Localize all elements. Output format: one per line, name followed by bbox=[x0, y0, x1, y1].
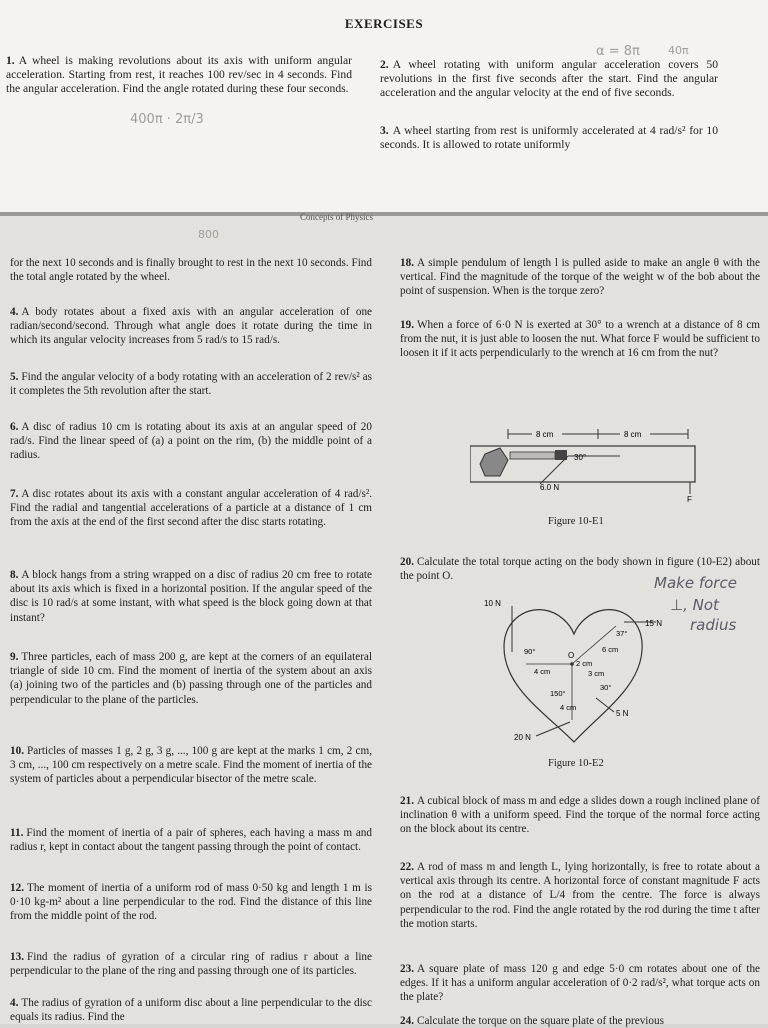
angle-150: 150° bbox=[550, 689, 566, 698]
question bbox=[10, 650, 372, 707]
question-number: 20. bbox=[400, 556, 414, 568]
question-text: Particles of masses 1 g, 2 g, 3 g, ..., 100 g are kept at the marks 1 cm, 2 cm, 3 cm, ..., 100 cm respectively on a metre scale. Find the moment of inertia of the system of particles about a perpendicular bisector of the metre scale. bbox=[10, 745, 372, 786]
dim-label-2: 8 cm bbox=[624, 430, 642, 439]
question-number: 22. bbox=[400, 861, 414, 873]
dim-6cm-label: 6 cm bbox=[602, 645, 619, 654]
angle-30: 30° bbox=[600, 683, 612, 692]
handwritten-note-6: ⊥, Not bbox=[670, 596, 719, 614]
question-number: 13. bbox=[10, 951, 24, 963]
question-text: Three particles, each of mass 200 g, are kept at the corners of an equilateral triangle of side 10 cm. Find the moment of inertia of the system about an axis (a) joining two of the particles and (b) passing through one of the particles and perpendicular to the plane of the particles. bbox=[10, 651, 372, 706]
question bbox=[10, 996, 372, 1024]
question-number: 4. bbox=[10, 306, 19, 318]
question-number: 4. bbox=[10, 997, 19, 1009]
question bbox=[400, 256, 760, 299]
exercise-1: 1. A wheel is making revolutions about its axis with uniform angular acceleration. Starting from rest, it reaches 100 rev/sec in 4 seconds. Find the angular acceleration. Find the angle rotated during these four seconds. bbox=[6, 54, 352, 96]
question-text: Find the radius of gyration of a circular ring of radius r about a line perpendicular to the plane of the ring and passing through one of its particles. bbox=[10, 951, 372, 978]
question-text: When a force of 6·0 N is exerted at 30° to a wrench at a distance of 8 cm from the nut, it is just able to loosen the nut. What force F would be sufficient to loosen it if it acts perpendicularly to the wrench at 16 cm from the nut? bbox=[400, 319, 760, 360]
question bbox=[10, 568, 372, 625]
question-number: 8. bbox=[10, 569, 19, 581]
question bbox=[10, 256, 372, 284]
figure-10-e2-caption: Figure 10-E2 bbox=[548, 758, 604, 769]
question bbox=[10, 881, 372, 924]
handwritten-note-1: 400π · 2π/3 bbox=[130, 112, 204, 127]
handwritten-note-4: 800 bbox=[198, 228, 219, 241]
question bbox=[400, 860, 760, 931]
question bbox=[10, 487, 372, 530]
question-text: A disc rotates about its axis with a constant angular acceleration of 4 rad/s². Find the radial and tangential accelerations of a particle at a distance of 1 cm from the axis at the end of the first second after the disc starts rotating. bbox=[10, 488, 372, 529]
angle-37: 37° bbox=[616, 629, 628, 638]
handwritten-note-5: Make force bbox=[654, 574, 737, 592]
question bbox=[10, 826, 372, 854]
figure-10-e1 bbox=[470, 424, 700, 514]
page-divider bbox=[0, 212, 768, 216]
question-text: Calculate the torque on the square plate of the previous bbox=[416, 1015, 664, 1027]
question-text: Find the angular velocity of a body rotating with an acceleration of 2 rev/s² as it completes the 5th revolution after the start. bbox=[10, 371, 372, 398]
question bbox=[10, 950, 372, 978]
point-o-label: O bbox=[568, 651, 575, 660]
handwritten-note-3: 40π bbox=[668, 44, 689, 57]
dim-3cm-label: 3 cm bbox=[588, 669, 605, 678]
question-number: 10. bbox=[10, 745, 24, 757]
question-text: for the next 10 seconds and is finally brought to rest in the next 10 seconds. Find the total angle rotated by the wheel. bbox=[10, 257, 372, 284]
figure-10-e1-caption: Figure 10-E1 bbox=[548, 516, 604, 527]
question-number: 19. bbox=[400, 319, 414, 331]
question-number: 23. bbox=[400, 963, 414, 975]
exercises-heading: EXERCISES bbox=[344, 16, 424, 31]
question-text: A body rotates about a fixed axis with an angular acceleration of one radian/second/second. Through what angle does it rotate during the time in which its angular velocity increases from 5 rad/s to 15 rad/s. bbox=[10, 306, 372, 347]
question-text: A simple pendulum of length l is pulled aside to make an angle θ with the vertical. Find the magnitude of the torque of the weight w of the bob about the point of suspension. When is the torque zero? bbox=[400, 257, 760, 298]
dim-2cm-label: 2 cm bbox=[576, 659, 593, 668]
question-text: A block hangs from a string wrapped on a disc of radius 20 cm free to rotate about its axis which is fixed in a horizontal position. If the angular speed of the disc is 10 rad/s at some instant, with what speed is the block going down at that instant? bbox=[10, 569, 372, 624]
force-10n-label: 10 N bbox=[484, 599, 501, 608]
question-number: 24. bbox=[400, 1015, 414, 1027]
question bbox=[10, 420, 372, 463]
question-number: 7. bbox=[10, 488, 19, 500]
force-20n-label: 20 N bbox=[514, 733, 531, 742]
question-text: The moment of inertia of a uniform rod of mass 0·50 kg and length 1 m is 0·10 kg-m² about a line perpendicular to the rod. Find the distance of this line from the middle point of the rod. bbox=[10, 882, 372, 923]
question bbox=[400, 794, 760, 837]
handwritten-note-2: α = 8π bbox=[596, 44, 640, 59]
force-label: 6.0 N bbox=[540, 483, 560, 492]
question bbox=[400, 1014, 760, 1028]
question-text: A rod of mass m and length L, lying horizontally, is free to rotate about a vertical axis through its centre. A horizontal force of constant magnitude F acts on the rod at a distance of L/4 from the centre. The force is always perpendicular to the rod. Find the angle rotated by the rod during the time t after the motion starts. bbox=[400, 861, 760, 930]
question-text: A cubical block of mass m and edge a slides down a rough inclined plane of inclination θ with a uniform speed. Find the torque of the normal force acting on the block about its centre. bbox=[400, 795, 760, 836]
question-text: A disc of radius 10 cm is rotating about its axis at an angular speed of 20 rad/s. Find the linear speed of (a) a point on the rim, (b) the middle point of a radius. bbox=[10, 421, 372, 462]
question-number: 12. bbox=[10, 882, 24, 894]
question-text: Find the moment of inertia of a pair of spheres, each having a mass m and radius r, kept in contact about the tangent passing through the point of contact. bbox=[10, 827, 372, 854]
question-number: 5. bbox=[10, 371, 19, 383]
question-number: 6. bbox=[10, 421, 19, 433]
angle-90: 90° bbox=[524, 647, 536, 656]
question-number: 18. bbox=[400, 257, 414, 269]
exercise-3: 3. A wheel starting from rest is uniformly accelerated at 4 rad/s² for 10 seconds. It is allowed to rotate uniformly bbox=[380, 124, 718, 152]
question bbox=[10, 305, 372, 348]
jaw bbox=[510, 452, 555, 459]
dim-4cm-label: 4 cm bbox=[534, 667, 551, 676]
angle-label: 30° bbox=[574, 453, 587, 462]
figure-10-e2 bbox=[484, 592, 664, 746]
force-15n-label: 15 N bbox=[645, 619, 662, 628]
question-number: 9. bbox=[10, 651, 19, 663]
question bbox=[400, 318, 760, 361]
dim-label-1: 8 cm bbox=[536, 430, 554, 439]
question bbox=[400, 962, 760, 1005]
question-number: 21. bbox=[400, 795, 414, 807]
running-head: Concepts of Physics bbox=[300, 212, 373, 222]
question bbox=[10, 370, 372, 398]
exercise-2: 2. A wheel rotating with uniform angular acceleration covers 50 revolutions in the first five seconds after the start. Find the angular acceleration and the angular velocity at the end of five seconds. bbox=[380, 58, 718, 100]
force-f-label: F bbox=[687, 495, 692, 504]
force-line bbox=[540, 456, 568, 484]
force-5n-label: 5 N bbox=[616, 709, 629, 718]
question-text: Calculate the total torque acting on the body shown in figure (10-E2) about the point O. bbox=[400, 556, 760, 583]
handwritten-note-7: radius bbox=[690, 616, 737, 634]
nut bbox=[480, 448, 508, 476]
question bbox=[10, 744, 372, 787]
question-number: 11. bbox=[10, 827, 24, 839]
question-text: A square plate of mass 120 g and edge 5·0 cm rotates about one of the edges. If it has a uniform angular acceleration of 0·2 rad/s², what torque acts on the plate? bbox=[400, 963, 760, 1004]
dim-4cm-b-label: 4 cm bbox=[560, 703, 577, 712]
question-text: The radius of gyration of a uniform disc about a line perpendicular to the disc equals its radius. Find the bbox=[10, 997, 372, 1024]
